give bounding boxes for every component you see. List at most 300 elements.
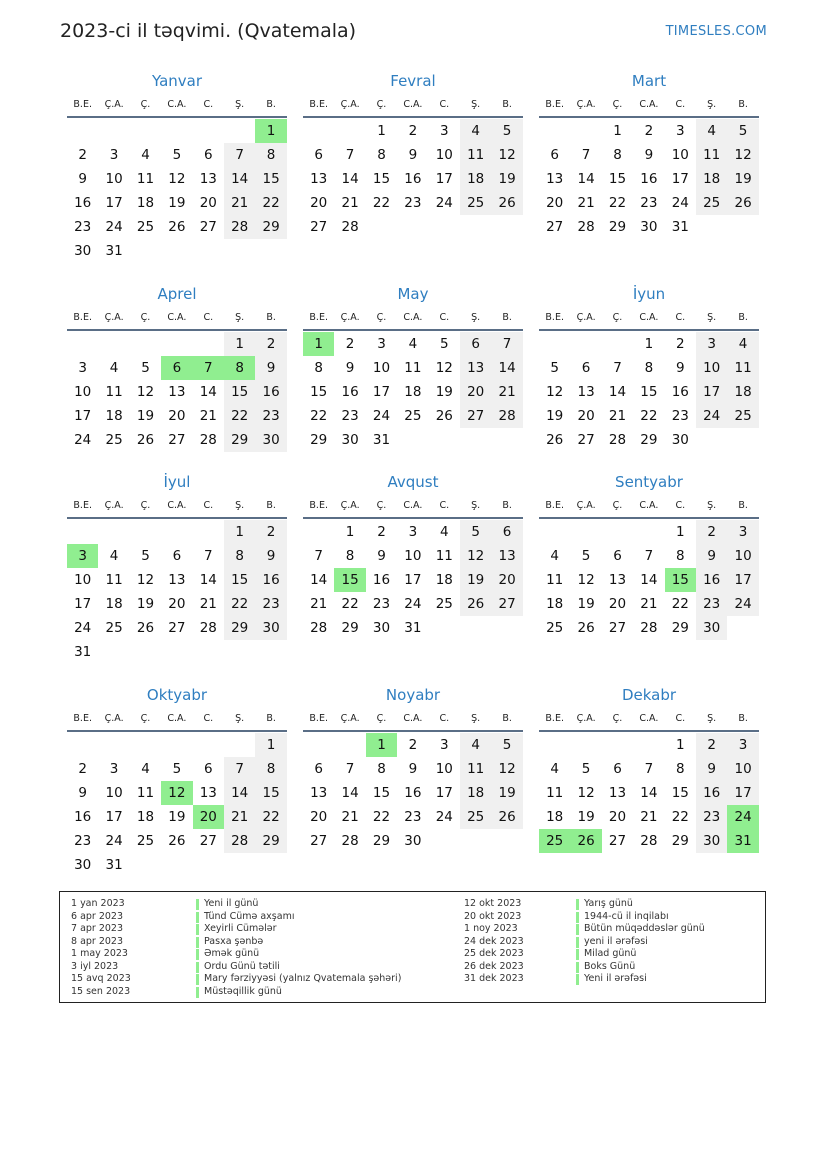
day-cell: 25 [546,620,564,636]
day-cell: 6 [613,761,622,777]
day-cell: 10 [105,171,123,187]
day-cell: 12 [491,143,522,167]
day-cell: 19 [136,596,155,612]
day-cell: 27 [546,219,564,235]
weekday-label: Ş. [235,99,245,110]
day-cell: 8 [255,757,286,781]
day-cell: 11 [546,785,564,801]
day-cell: 13 [546,171,564,187]
day-cell: 9 [675,360,685,376]
weekday-label: Ç. [140,312,151,323]
weekday-label: Ç. [376,713,387,724]
day-cell: 10 [696,356,727,380]
day-cell: 9 [696,544,727,568]
day-cell: 25 [404,408,422,424]
day-cell: 7 [644,548,654,564]
day-cell: 24 [435,809,453,825]
day-cell: 16 [640,171,658,187]
weekday-label: C.A. [639,99,659,110]
day-cell: 19 [168,195,186,211]
brand-link[interactable]: TIMESLES.COM [665,24,767,39]
weekday-label: Ç.A. [104,500,124,511]
holiday-name: Yeni il ərəfəsi [584,973,647,984]
day-cell: 3 [109,147,119,163]
day-cell: 20 [199,195,217,211]
weekday-label: B.E. [545,713,564,724]
day-cell: 5 [141,360,150,376]
day-cell: 12 [168,171,186,187]
day-cell: 29 [671,620,689,636]
day-cell: 18 [105,596,123,612]
day-cell: 12 [546,384,564,400]
day-cell: 24 [105,219,123,235]
month-name: Yanvar [151,72,203,90]
weekday-label: Ç.A. [576,99,596,110]
day-cell: 23 [74,833,92,849]
day-cell: 22 [608,195,627,211]
weekday-label: Ç. [612,99,623,110]
weekday-label: B. [266,99,276,110]
day-cell: 19 [727,167,758,191]
weekday-label: C. [203,713,214,724]
day-cell: 9 [377,548,386,564]
day-cell: 7 [613,360,622,376]
day-cell: 30 [74,857,92,873]
holiday-name: yeni il ərəfəsi [584,935,648,947]
weekday-label: C.A. [167,312,187,323]
day-cell: 3 [408,524,418,540]
day-cell: 25 [727,404,758,428]
day-cell: 1 [675,737,685,753]
day-cell: 4 [109,360,119,376]
day-cell: 13 [168,384,186,400]
day-cell: 8 [675,761,685,777]
day-cell: 29 [224,616,255,640]
day-cell: 31 [74,644,92,660]
day-cell: 4 [109,548,119,564]
weekday-label: Ş. [707,99,717,110]
day-cell: 22 [671,809,689,825]
day-cell: 21 [199,408,217,424]
holiday-date: 7 apr 2023 [71,923,124,934]
day-cell: 21 [640,596,658,612]
holiday-marker [576,962,579,973]
day-cell: 11 [105,572,123,588]
day-cell: 9 [408,761,418,777]
day-cell: 16 [74,809,92,825]
day-cell: 16 [696,781,727,805]
day-cell: 3 [727,520,758,544]
day-cell: 3 [696,332,727,356]
day-cell: 3 [109,761,119,777]
page-title: 2023-ci il təqvimi. (Qvatemala) [60,20,357,42]
day-cell: 22 [255,805,286,829]
day-cell: 15 [372,785,391,801]
day-cell: 28 [341,833,359,849]
holiday-date: 15 sen 2023 [71,985,131,997]
day-cell: 20 [608,809,627,825]
day-cell: 14 [224,781,255,805]
weekday-label: Ş. [471,99,481,110]
day-cell: 3 [727,733,758,757]
day-cell: 15 [671,785,689,801]
day-cell: 18 [696,167,727,191]
day-cell: 14 [310,572,328,588]
day-cell: 10 [435,761,453,777]
day-cell: 24 [696,404,727,428]
holiday-day-cell: 12 [161,781,192,805]
weekday-label: C.A. [403,99,423,110]
day-cell: 28 [577,219,595,235]
day-cell: 5 [172,761,182,777]
day-cell: 29 [224,428,255,452]
day-cell: 22 [224,404,255,428]
day-cell: 10 [727,544,758,568]
day-cell: 2 [696,733,727,757]
day-cell: 15 [255,167,286,191]
day-cell: 13 [199,785,217,801]
day-cell: 6 [550,147,559,163]
day-cell: 6 [203,147,213,163]
holiday-name: Bütün müqəddəslər günü [584,923,705,934]
day-cell: 13 [199,171,217,187]
day-cell: 28 [608,432,627,448]
month-name: İyun [632,285,666,303]
day-cell: 2 [255,520,286,544]
day-cell: 31 [105,243,123,259]
day-cell: 2 [675,336,685,352]
day-cell: 2 [345,336,355,352]
holiday-marker [196,974,199,985]
day-cell: 12 [136,572,155,588]
day-cell: 28 [640,620,658,636]
day-cell: 9 [345,360,355,376]
month-divider [303,730,523,732]
weekday-label: Ş. [235,500,245,511]
weekday-label: B.E. [545,99,564,110]
holiday-date: 12 okt 2023 [464,898,522,909]
weekday-label: C. [203,312,214,323]
day-cell: 19 [546,408,564,424]
month-name: İyul [163,473,191,491]
month-name: Noyabr [385,686,441,704]
day-cell: 27 [199,833,217,849]
holiday-marker [576,937,579,948]
day-cell: 7 [644,761,654,777]
holiday-day-cell: 31 [727,829,758,853]
day-cell: 17 [372,384,391,400]
day-cell: 1 [675,524,685,540]
day-cell: 16 [74,195,92,211]
day-cell: 19 [577,596,595,612]
day-cell: 17 [671,171,689,187]
day-cell: 9 [78,171,87,187]
day-cell: 1 [224,520,255,544]
holiday-date: 8 apr 2023 [71,935,124,947]
day-cell: 24 [105,833,123,849]
holiday-name: Müstəqillik günü [204,985,282,997]
holiday-marker [196,987,199,998]
holiday-marker [196,962,199,973]
day-cell: 6 [203,761,213,777]
day-cell: 16 [404,171,422,187]
day-cell: 28 [224,829,255,853]
holiday-date: 1 may 2023 [71,948,128,959]
day-cell: 15 [224,380,255,404]
day-cell: 24 [372,408,391,424]
holiday-marker [576,899,579,910]
weekday-label: Ç. [376,99,387,110]
day-cell: 4 [439,524,449,540]
weekday-label: C. [675,713,686,724]
day-cell: 11 [404,360,422,376]
weekday-label: Ş. [471,312,481,323]
day-cell: 23 [696,592,727,616]
month-name: Oktyabr [146,686,208,704]
day-cell: 16 [696,568,727,592]
day-cell: 6 [314,147,323,163]
weekday-label: B. [266,500,276,511]
day-cell: 9 [696,757,727,781]
weekday-label: B. [738,312,748,323]
day-cell: 26 [136,432,155,448]
day-cell: 17 [105,195,123,211]
day-cell: 19 [491,781,522,805]
day-cell: 26 [168,219,186,235]
day-cell: 21 [199,596,217,612]
day-cell: 25 [460,805,491,829]
day-cell: 1 [255,733,286,757]
day-cell: 2 [696,520,727,544]
day-cell: 13 [168,572,186,588]
day-cell: 22 [671,596,689,612]
weekday-label: Ç. [612,713,623,724]
weekday-label: B. [266,312,276,323]
month-divider [539,517,759,519]
day-cell: 29 [372,833,391,849]
day-cell: 23 [404,809,422,825]
day-cell: 26 [491,805,522,829]
day-cell: 15 [640,384,658,400]
day-cell: 20 [168,596,186,612]
month-name: Mart [631,72,667,90]
day-cell: 4 [696,119,727,143]
weekday-label: B.E. [309,99,328,110]
day-cell: 13 [608,572,627,588]
month-name: Sentyabr [615,473,683,491]
day-cell: 5 [581,548,591,564]
day-cell: 15 [372,171,391,187]
day-cell: 4 [141,761,150,777]
holiday-name: Yeni il günü [204,898,259,909]
day-cell: 24 [74,432,92,448]
weekday-label: C.A. [639,713,659,724]
holiday-day-cell: 1 [366,733,397,757]
month-divider [67,517,287,519]
day-cell: 14 [224,167,255,191]
day-cell: 6 [581,360,591,376]
holiday-day-cell: 15 [665,568,696,592]
day-cell: 23 [341,408,359,424]
day-cell: 20 [608,596,627,612]
holiday-date: 3 iyl 2023 [71,960,119,972]
day-cell: 15 [310,384,328,400]
day-cell: 23 [372,596,391,612]
day-cell: 11 [460,757,491,781]
day-cell: 12 [491,757,522,781]
day-cell: 20 [577,408,595,424]
day-cell: 18 [546,809,564,825]
day-cell: 20 [460,380,491,404]
day-cell: 19 [491,167,522,191]
holiday-day-cell: 26 [570,829,601,853]
weekday-label: C. [675,99,686,110]
holiday-day-cell: 8 [224,356,255,380]
holiday-name: Xeyirli Cümələr [204,923,277,934]
day-cell: 9 [408,147,418,163]
day-cell: 30 [341,432,359,448]
holiday-marker [196,949,199,960]
weekday-label: Ç.A. [340,99,360,110]
day-cell: 24 [727,592,758,616]
day-cell: 19 [136,408,155,424]
weekday-label: B.E. [309,500,328,511]
day-cell: 14 [199,384,217,400]
holiday-marker [576,949,579,960]
day-cell: 2 [408,123,418,139]
day-cell: 29 [341,620,359,636]
holiday-marker [196,937,199,948]
day-cell: 20 [168,408,186,424]
day-cell: 12 [435,360,453,376]
day-cell: 25 [136,219,155,235]
day-cell: 18 [404,384,422,400]
day-cell: 28 [341,219,359,235]
weekday-label: B. [738,99,748,110]
day-cell: 29 [608,219,627,235]
weekday-label: C. [675,500,686,511]
day-cell: 30 [404,833,422,849]
holiday-day-cell: 20 [193,805,224,829]
day-cell: 7 [224,143,255,167]
day-cell: 17 [727,568,758,592]
holiday-day-cell: 15 [334,568,365,592]
day-cell: 8 [314,360,323,376]
weekday-label: C. [439,713,450,724]
day-cell: 17 [696,380,727,404]
day-cell: 27 [310,833,328,849]
day-cell: 8 [377,761,386,777]
day-cell: 12 [727,143,758,167]
weekday-label: C.A. [639,312,659,323]
weekday-label: Ç.A. [576,500,596,511]
day-cell: 22 [224,592,255,616]
day-cell: 16 [372,572,391,588]
day-cell: 20 [310,809,328,825]
weekday-label: C. [439,312,450,323]
weekday-label: B.E. [73,99,92,110]
month-divider [67,116,287,118]
day-cell: 4 [550,761,559,777]
weekday-label: C. [675,312,686,323]
day-cell: 19 [168,809,186,825]
holiday-marker [576,924,579,935]
month-divider [539,329,759,331]
holiday-name: Milad günü [584,948,637,959]
day-cell: 11 [435,548,453,564]
day-cell: 25 [105,620,123,636]
day-cell: 24 [74,620,92,636]
day-cell: 8 [255,143,286,167]
day-cell: 14 [577,171,595,187]
weekday-label: C. [439,99,450,110]
holiday-marker [196,924,199,935]
day-cell: 13 [460,356,491,380]
holiday-date: 1 yan 2023 [71,898,125,909]
weekday-label: B. [738,500,748,511]
day-cell: 23 [696,805,727,829]
day-cell: 6 [491,520,522,544]
day-cell: 21 [310,596,328,612]
day-cell: 7 [224,757,255,781]
weekday-label: C.A. [403,713,423,724]
day-cell: 22 [255,191,286,215]
day-cell: 2 [78,147,87,163]
weekday-label: Ç.A. [340,713,360,724]
day-cell: 11 [696,143,727,167]
day-cell: 29 [310,432,328,448]
day-cell: 21 [224,191,255,215]
day-cell: 8 [377,147,386,163]
holiday-name: Yarış günü [584,898,633,909]
day-cell: 9 [255,356,286,380]
day-cell: 18 [136,195,155,211]
day-cell: 21 [491,380,522,404]
day-cell: 7 [345,147,355,163]
day-cell: 20 [546,195,564,211]
day-cell: 18 [435,572,453,588]
day-cell: 23 [74,219,92,235]
weekday-label: C. [203,500,214,511]
day-cell: 21 [341,809,359,825]
day-cell: 5 [727,119,758,143]
day-cell: 25 [696,191,727,215]
weekday-label: Ç.A. [340,500,360,511]
holiday-marker [576,974,579,985]
weekday-label: B. [266,713,276,724]
day-cell: 25 [136,833,155,849]
day-cell: 2 [377,524,386,540]
month-divider [539,116,759,118]
day-cell: 4 [727,332,758,356]
day-cell: 3 [377,336,386,352]
day-cell: 14 [640,785,658,801]
day-cell: 16 [404,785,422,801]
holiday-day-cell: 1 [303,332,334,356]
weekday-label: C.A. [403,312,423,323]
day-cell: 4 [460,119,491,143]
day-cell: 17 [74,596,92,612]
weekday-label: Ş. [707,713,717,724]
day-cell: 26 [491,191,522,215]
day-cell: 12 [577,785,595,801]
weekday-label: Ç. [140,99,151,110]
day-cell: 13 [491,544,522,568]
day-cell: 17 [727,781,758,805]
day-cell: 11 [136,171,155,187]
day-cell: 19 [435,384,453,400]
day-cell: 24 [671,195,689,211]
